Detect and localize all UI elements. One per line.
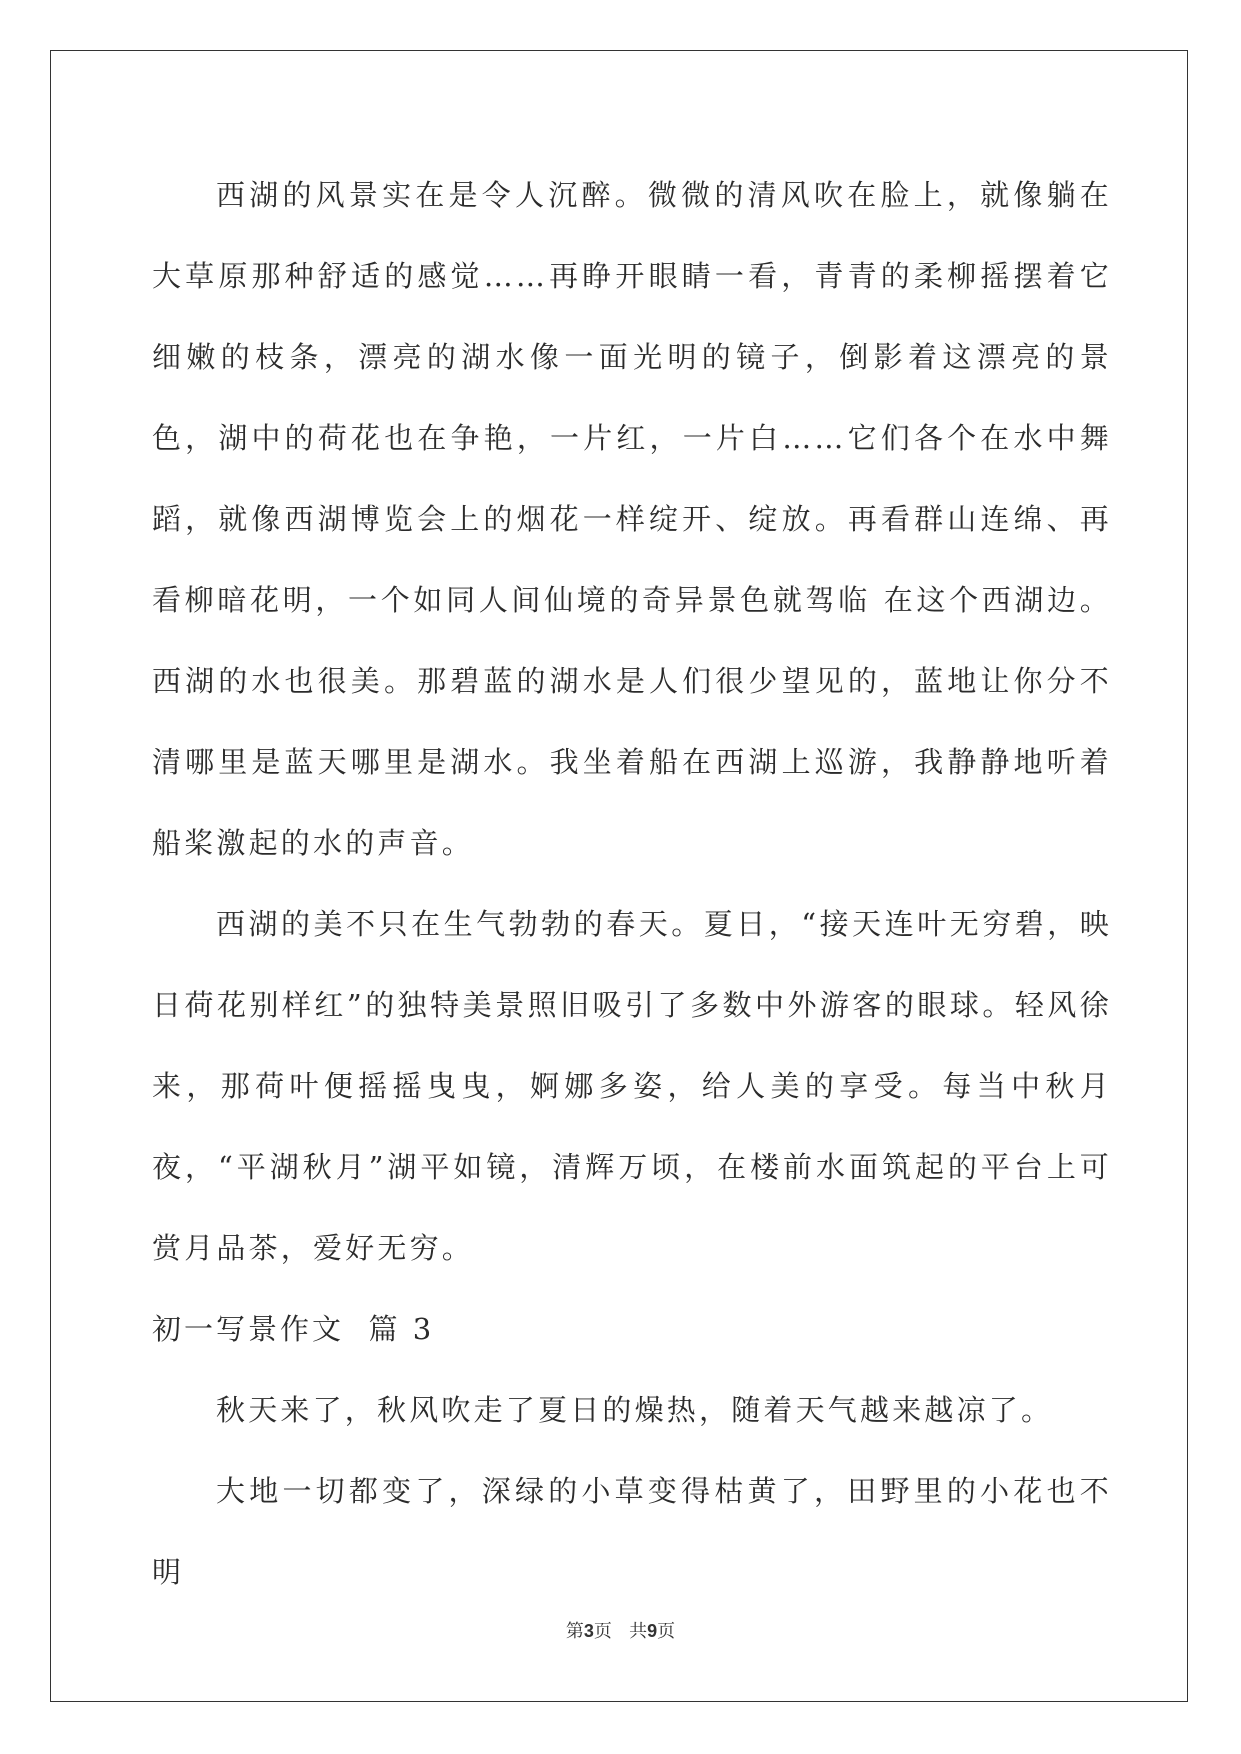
heading-separator (344, 1312, 368, 1346)
paragraph-west-lake-summer: 西湖的美不只在生气勃勃的春天。夏日，“接天连叶无穷碧，映日荷花别样红”的独特美景照旧吸引了多数中外游客的眼球。轻风徐来，那荷叶便摇摇曳曳，婀娜多姿，给人美的享受。每当中秋月夜，“平湖秋月”湖平如镜，清辉万顷，在楼前水面筑起的平台上可赏月品茶，爱好无穷。 (152, 907, 1112, 1265)
paragraph-west-lake-scenery: 西湖的风景实在是令人沉醉。微微的清风吹在脸上，就像躺在大草原那种舒适的感觉……再睁开眼睛一看，青青的柔柳摇摆着它细嫩的枝条，漂亮的湖水像一面光明的镜子，倒影着这漂亮的景色，湖中的荷花也在争艳，一片红，一片白……它们各个在水中舞蹈，就像西湖博览会上的烟花一样绽开、绽放。再看群山连绵、再看柳暗花明，一个如同人间仙境的奇异景色就驾临 在这个西湖边。西湖的水也很美。那碧蓝的湖水是人们很少望见的，蓝地让你分不清哪里是蓝天哪里是湖水。我坐着船在西湖上巡游，我静静地听着船桨激起的水的声音。 (152, 178, 1112, 860)
document-body (152, 155, 1112, 1613)
paragraph-earth-changes: 大地一切都变了，深绿的小草变得枯黄了，田野里的小花也不明 (152, 1474, 1112, 1589)
current-page-number: 3 (583, 1621, 594, 1641)
heading-number: 3 (412, 1312, 432, 1346)
total-suffix: 页 (657, 1621, 676, 1642)
page-footer (0, 1617, 1241, 1643)
total-pages-number: 9 (647, 1621, 658, 1641)
total-prefix: 共 (629, 1621, 648, 1642)
section-heading (152, 1289, 1112, 1370)
heading-title: 初一写景作文 (152, 1312, 345, 1346)
heading-label: 篇 (368, 1312, 401, 1346)
page-suffix: 页 (593, 1621, 612, 1642)
page-prefix: 第 (565, 1621, 584, 1642)
paragraph-autumn-arrives: 秋天来了，秋风吹走了夏日的燥热，随着天气越来越凉了。 (216, 1393, 1054, 1427)
